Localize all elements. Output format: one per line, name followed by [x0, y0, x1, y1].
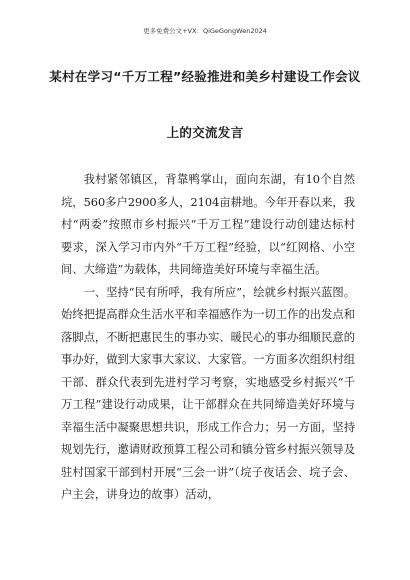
- body-paragraph: 一、坚持“民有所呼，我有所应”，绘就乡村振兴蓝图。始终把提高群众生活水平和幸福感作为一切工作的出发点和落脚点，不断把惠民生的事办实、暖民心的事办细顺民意的事办好，做到大家事大家议、大家管。一方面多次组织村组干部、群众代表到先进村学习考察，实地感受乡村振兴“千万工程”建设行动成果，让干部群众在共同缔造美好环境与幸福生活中凝聚思想共识，形成工作合力；另一方面，坚持规划先行，邀请财政预算工程公司和镇分管乡村振兴领导及驻村国家干部到村开展“三会一讲”（垸子夜话会、垸子会、户主会，讲身边的故事）活动，: [61, 285, 355, 501]
- document-body: [61, 169, 355, 507]
- header-note: 更多免费公文+VX：QiGeGongWen2024: [143, 27, 267, 35]
- document-title-line1: 某村在学习“千万工程”经验推进和美乡村建设工作会议: [49, 69, 361, 84]
- document-title-line2: 上的交流发言: [166, 125, 244, 140]
- body-paragraph: 我村紧邻镇区，背靠鸭掌山，面向东湖，有10个自然垸，560多户2900多人，2104亩耕地。今年开春以来，我村“两委”按照市乡村振兴“千万工程”建设行动创建达标村要求，深入学习市内外“千万工程”经验，以“红网格、小空间、大缔造”为载体，共同缔造美好环境与幸福生活。: [61, 173, 355, 276]
